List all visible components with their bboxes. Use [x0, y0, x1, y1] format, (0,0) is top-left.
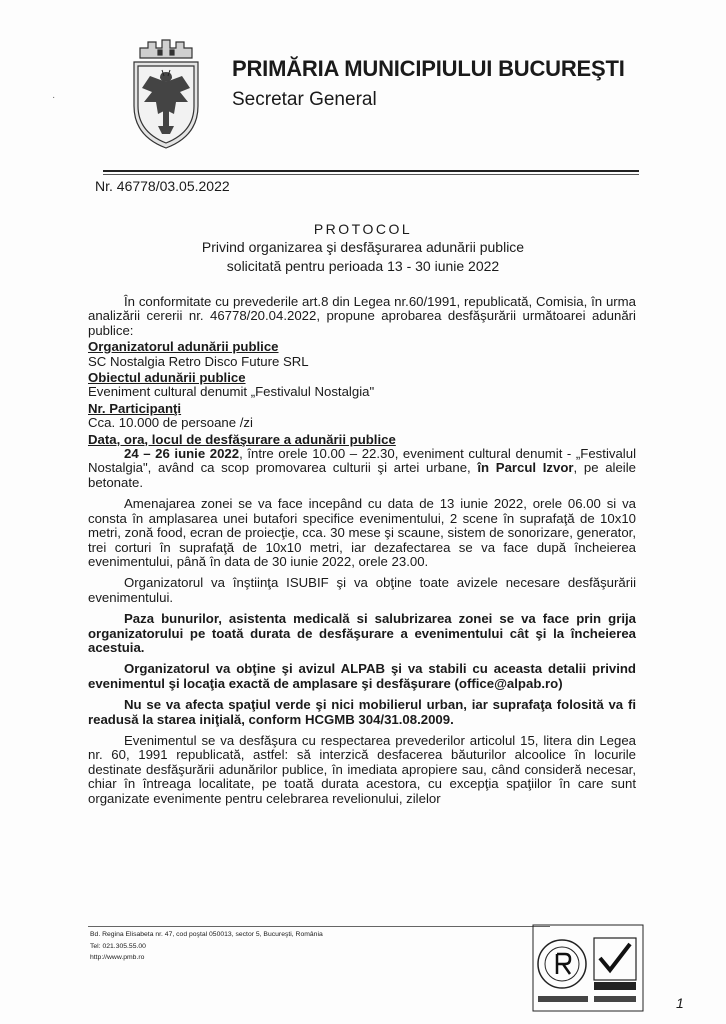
datetime-heading: Data, ora, locul de desfăşurare a adunării publice	[88, 431, 396, 447]
event-dates: 24 – 26 iunie 2022	[124, 446, 240, 462]
object-heading: Obiectul adunării publice	[88, 370, 246, 386]
footer-divider	[88, 926, 550, 927]
isubif-paragraph: Organizatorul va înştiinţa ISUBIF şi va obţine toate avizele necesare desfăşurării evenimentului.	[88, 575, 636, 605]
document-body	[88, 295, 636, 806]
participants-heading: Nr. Participanţi	[88, 400, 182, 416]
document-subtitle-line2: solicitată pentru perioada 13 - 30 iunie 2022	[226, 258, 500, 274]
alcohol-paragraph: Evenimentul se va desfăşura cu respectarea prevederilor articolul 15, litera din Legea nr. 60, 1991 republicată, astfel: să interzică desfacerea băuturilor alcoolice în locurile destinate desfăşurării adunărilor publice, în imediata apropiere sau, când consideră necesar, chiar în întreaga localitate, pe toată durata acestora, cu excepţia spaţiilor în care sunt organizate evenimente pentru celebrarea revelionului, zilelor	[88, 732, 636, 806]
footer-address: Bd. Regina Elisabeta nr. 47, cod poştal 050013, sector 5, Bucureşti, România	[90, 931, 323, 938]
object-text: Eveniment cultural denumit „Festivalul Nostalgia"	[88, 384, 375, 400]
green-space-paragraph: Nu se va afecta spaţiul verde şi nici mobilierul urban, iar suprafaţa folosită va fi readusă la starea iniţială, conform HCGMB 304/31.08.2009.	[88, 697, 636, 727]
document-subtitle-line1: Privind organizarea şi desfăşurarea adunării publice	[201, 239, 525, 255]
document-number: Nr. 46778/03.05.2022	[95, 178, 230, 194]
footer-phone: Tel: 021.305.55.00	[90, 943, 146, 950]
intro-paragraph: În conformitate cu prevederile art.8 din Legea nr.60/1991, republicată, Comisia, în urma analizării cererii nr. 46778/20.04.2022, propune aprobarea desfăşurării următoarei adunări publice:	[88, 294, 636, 338]
event-description: , între orele 10.00 – 22.30, eveniment cultural denumit - „Festivalul Nostalgia", având ca scop promovarea culturii şi artei urbane,	[88, 446, 636, 476]
alpab-paragraph: Organizatorul va obţine şi avizul ALPAB şi va stabili cu aceasta detalii privind evenimentul şi locaţia exactă de amplasare şi desfăşurare (office@alpab.ro)	[88, 661, 636, 691]
event-end: , pe aleile betonate.	[88, 460, 636, 490]
department-name: Secretar General	[232, 89, 377, 110]
header-divider	[103, 170, 639, 172]
certification-logos-icon	[532, 924, 644, 1012]
page-number: 1	[676, 995, 684, 1011]
security-paragraph: Paza bunurilor, asistenta medicală si salubrizarea zonei se va face prin grija organizatorului pe toată durata de desfăşurare a evenimentului cât şi la încheierea acestuia.	[88, 611, 636, 655]
footer-website: http://www.pmb.ro	[90, 954, 145, 961]
bucharest-coat-of-arms-icon	[128, 36, 204, 152]
organizer-text: SC Nostalgia Retro Disco Future SRL	[88, 353, 309, 369]
document-title: PROTOCOL	[313, 221, 413, 237]
participants-text: Cca. 10.000 de persoane /zi	[88, 415, 253, 431]
scan-speck: ·	[52, 92, 56, 103]
organizer-heading: Organizatorul adunării publice	[88, 339, 279, 355]
institution-name: PRIMĂRIA MUNICIPIULUI BUCUREŞTI	[232, 56, 625, 81]
setup-paragraph: Amenajarea zonei se va face incepând cu data de 13 iunie 2022, orele 06.00 si va consta în amplasarea unei butafori specifice evenimentului, 2 scene în suprafaţă de 10x10 metri, zonă food, ecran de proiecţie, cca. 30 mese şi scaune, sistem de sonorizare, generator, trei corturi în suprafaţă de 10x10 metri, iar dezafectarea se va face după încheierea evenimentului, până în data de 30 iunie 2022, orele 23.00.	[88, 496, 636, 569]
event-paragraph	[88, 447, 636, 490]
event-place: în Parcul Izvor	[477, 460, 574, 476]
header-divider-thin	[103, 174, 639, 175]
